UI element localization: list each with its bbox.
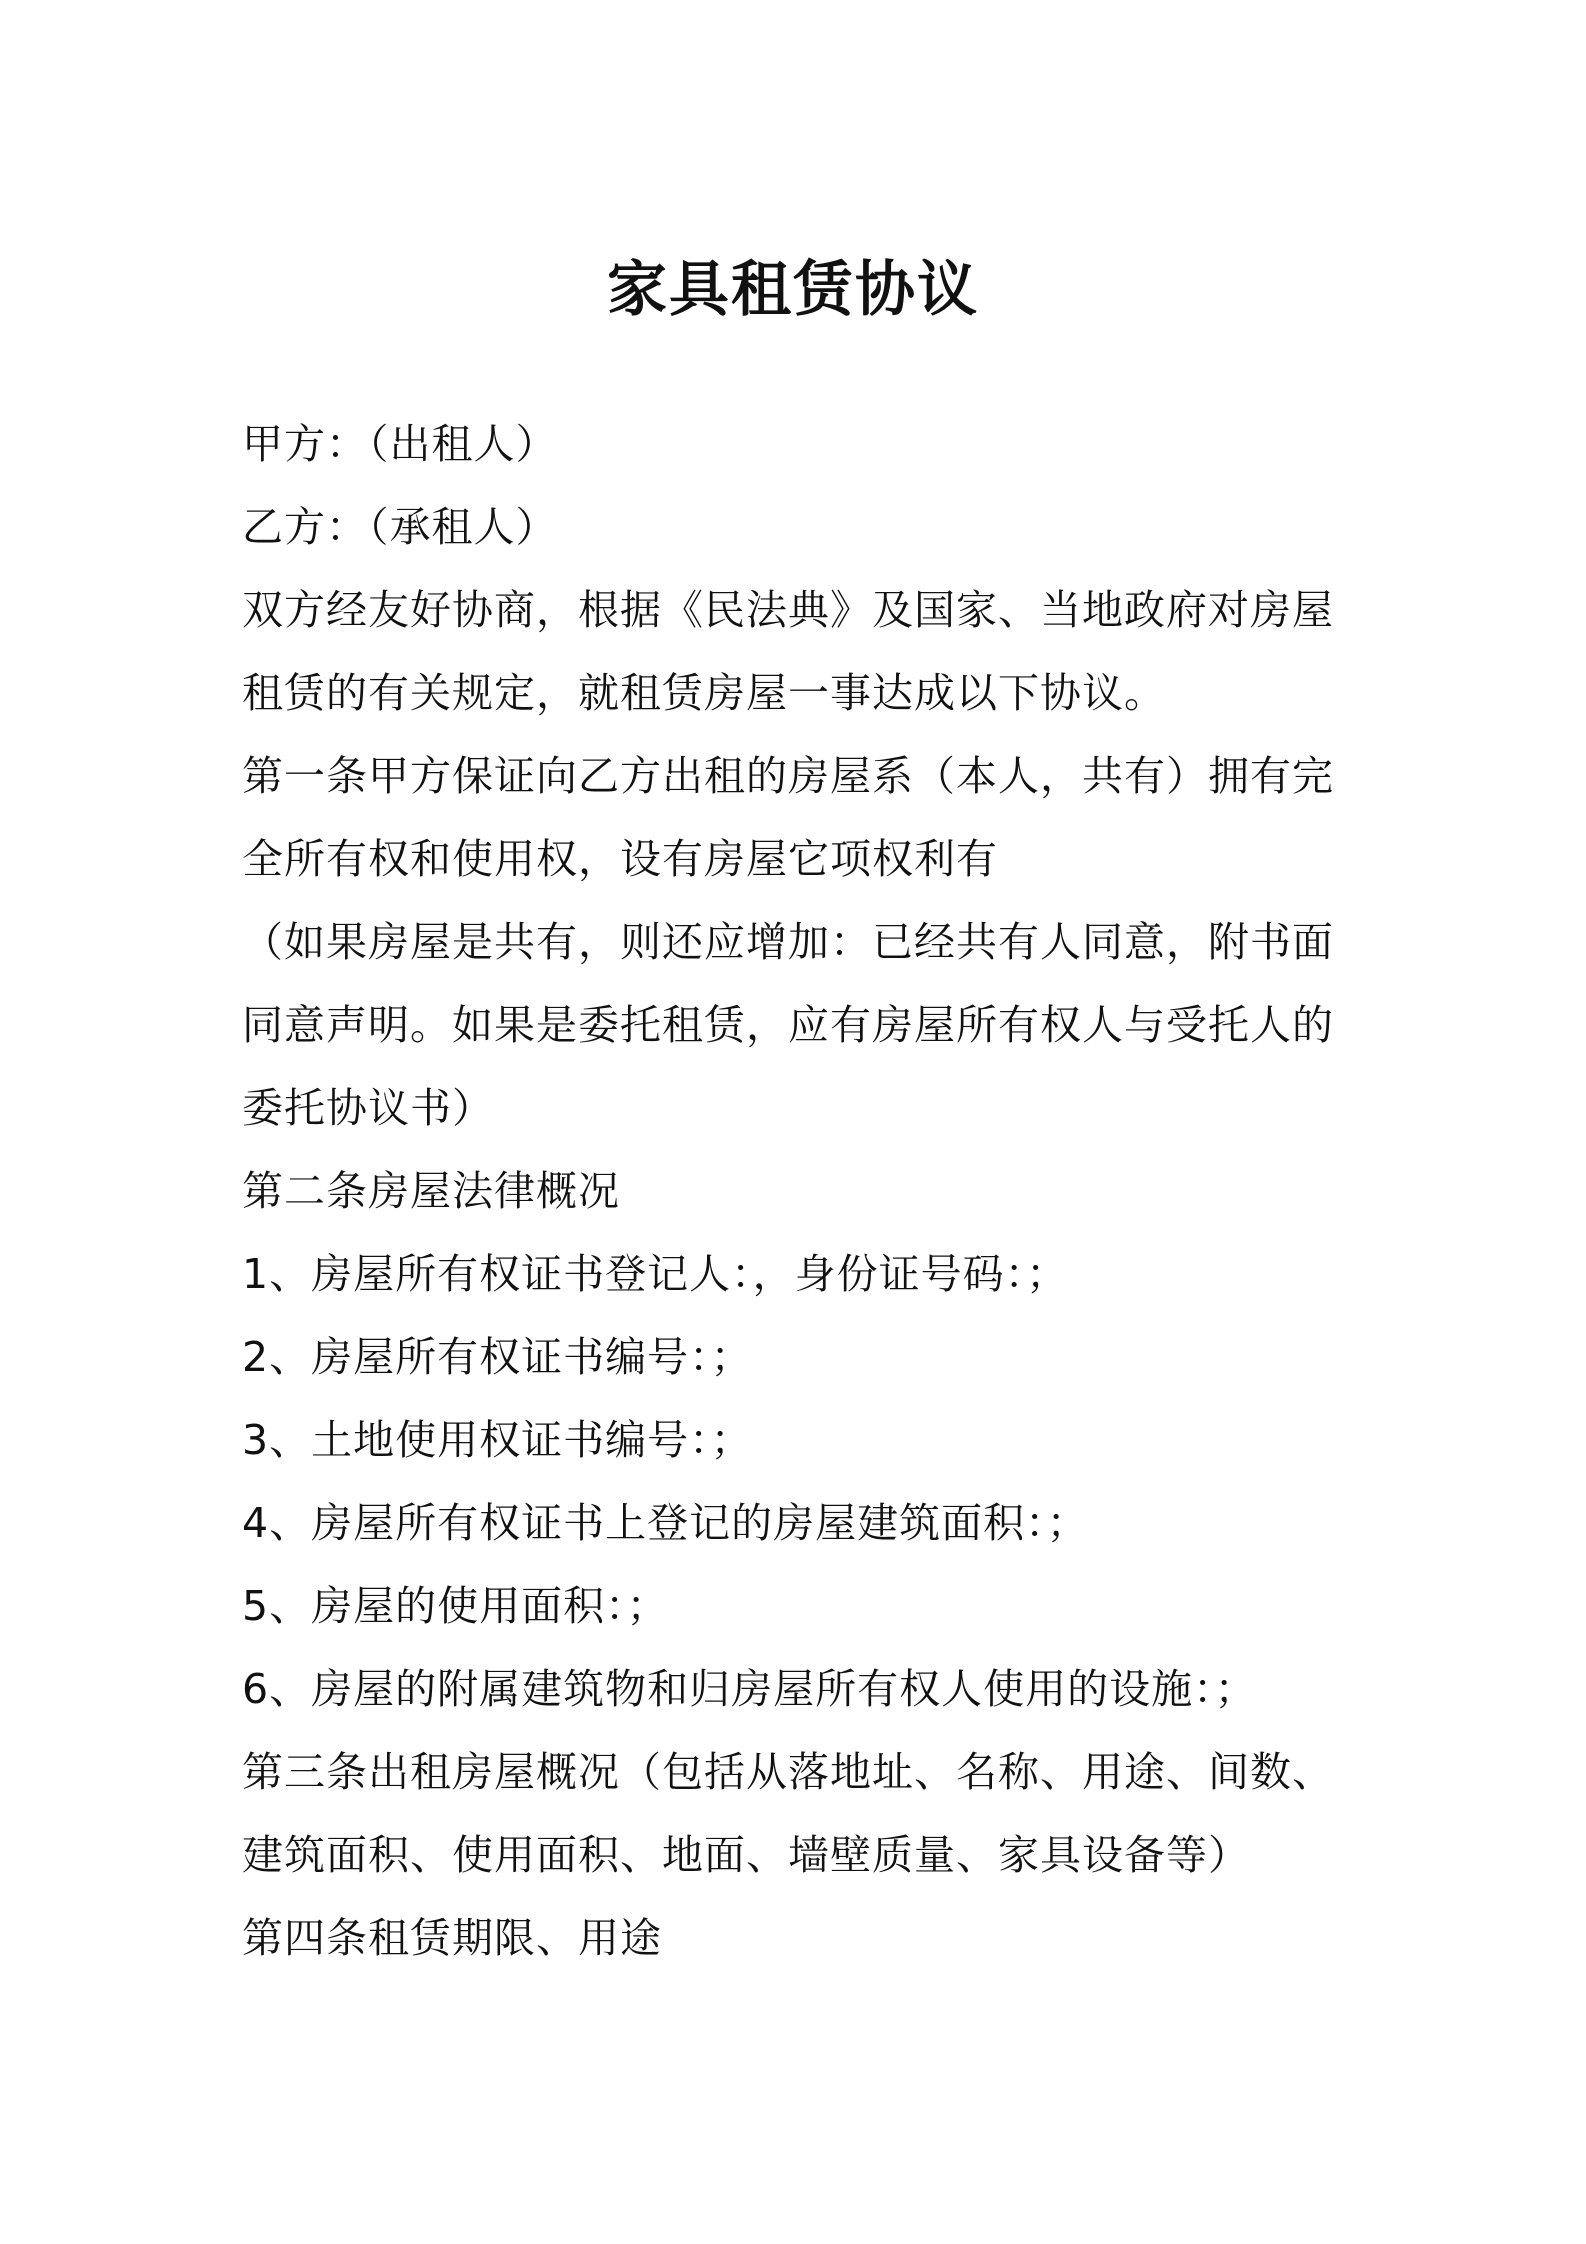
document-title: 家具租赁协议 — [607, 255, 979, 325]
text-line: 3、土地使用权证书编号：； — [242, 1416, 753, 1464]
document-body — [242, 403, 1362, 1980]
text-line: 5、房屋的使用面积：； — [242, 1582, 669, 1630]
text-line: 委托协议书） — [242, 1084, 494, 1132]
text-line: 全所有权和使用权，设有房屋它项权利有 — [242, 835, 998, 883]
text-line: 第二条房屋法律概况 — [242, 1167, 620, 1215]
text-line: 租赁的有关规定，就租赁房屋一事达成以下协议。 — [242, 669, 1166, 717]
text-line: 建筑面积、使用面积、地面、墙壁质量、家具设备等） — [242, 1831, 1250, 1879]
text-line: 第一条甲方保证向乙方出租的房屋系（本人，共有）拥有完 — [242, 752, 1334, 800]
text-line: 1、房屋所有权证书登记人：，身份证号码：； — [242, 1250, 1069, 1298]
text-line: 第四条租赁期限、用途 — [242, 1914, 662, 1962]
text-line: 6、房屋的附属建筑物和归房屋所有权人使用的设施：； — [242, 1665, 1257, 1713]
text-line: 4、房屋所有权证书上登记的房屋建筑面积：； — [242, 1499, 1089, 1547]
text-line: 乙方：（承租人） — [242, 503, 558, 551]
text-line: 双方经友好协商，根据《民法典》及国家、当地政府对房屋 — [242, 586, 1334, 634]
text-line: 同意声明。如果是委托租赁，应有房屋所有权人与受托人的 — [242, 1001, 1334, 1049]
text-line: 甲方：（出租人） — [242, 420, 558, 468]
text-line: 2、房屋所有权证书编号：； — [242, 1333, 753, 1381]
text-line: 第三条出租房屋概况（包括从落地址、名称、用途、间数、 — [242, 1748, 1334, 1796]
text-line: （如果房屋是共有，则还应增加：已经共有人同意，附书面 — [242, 918, 1334, 966]
